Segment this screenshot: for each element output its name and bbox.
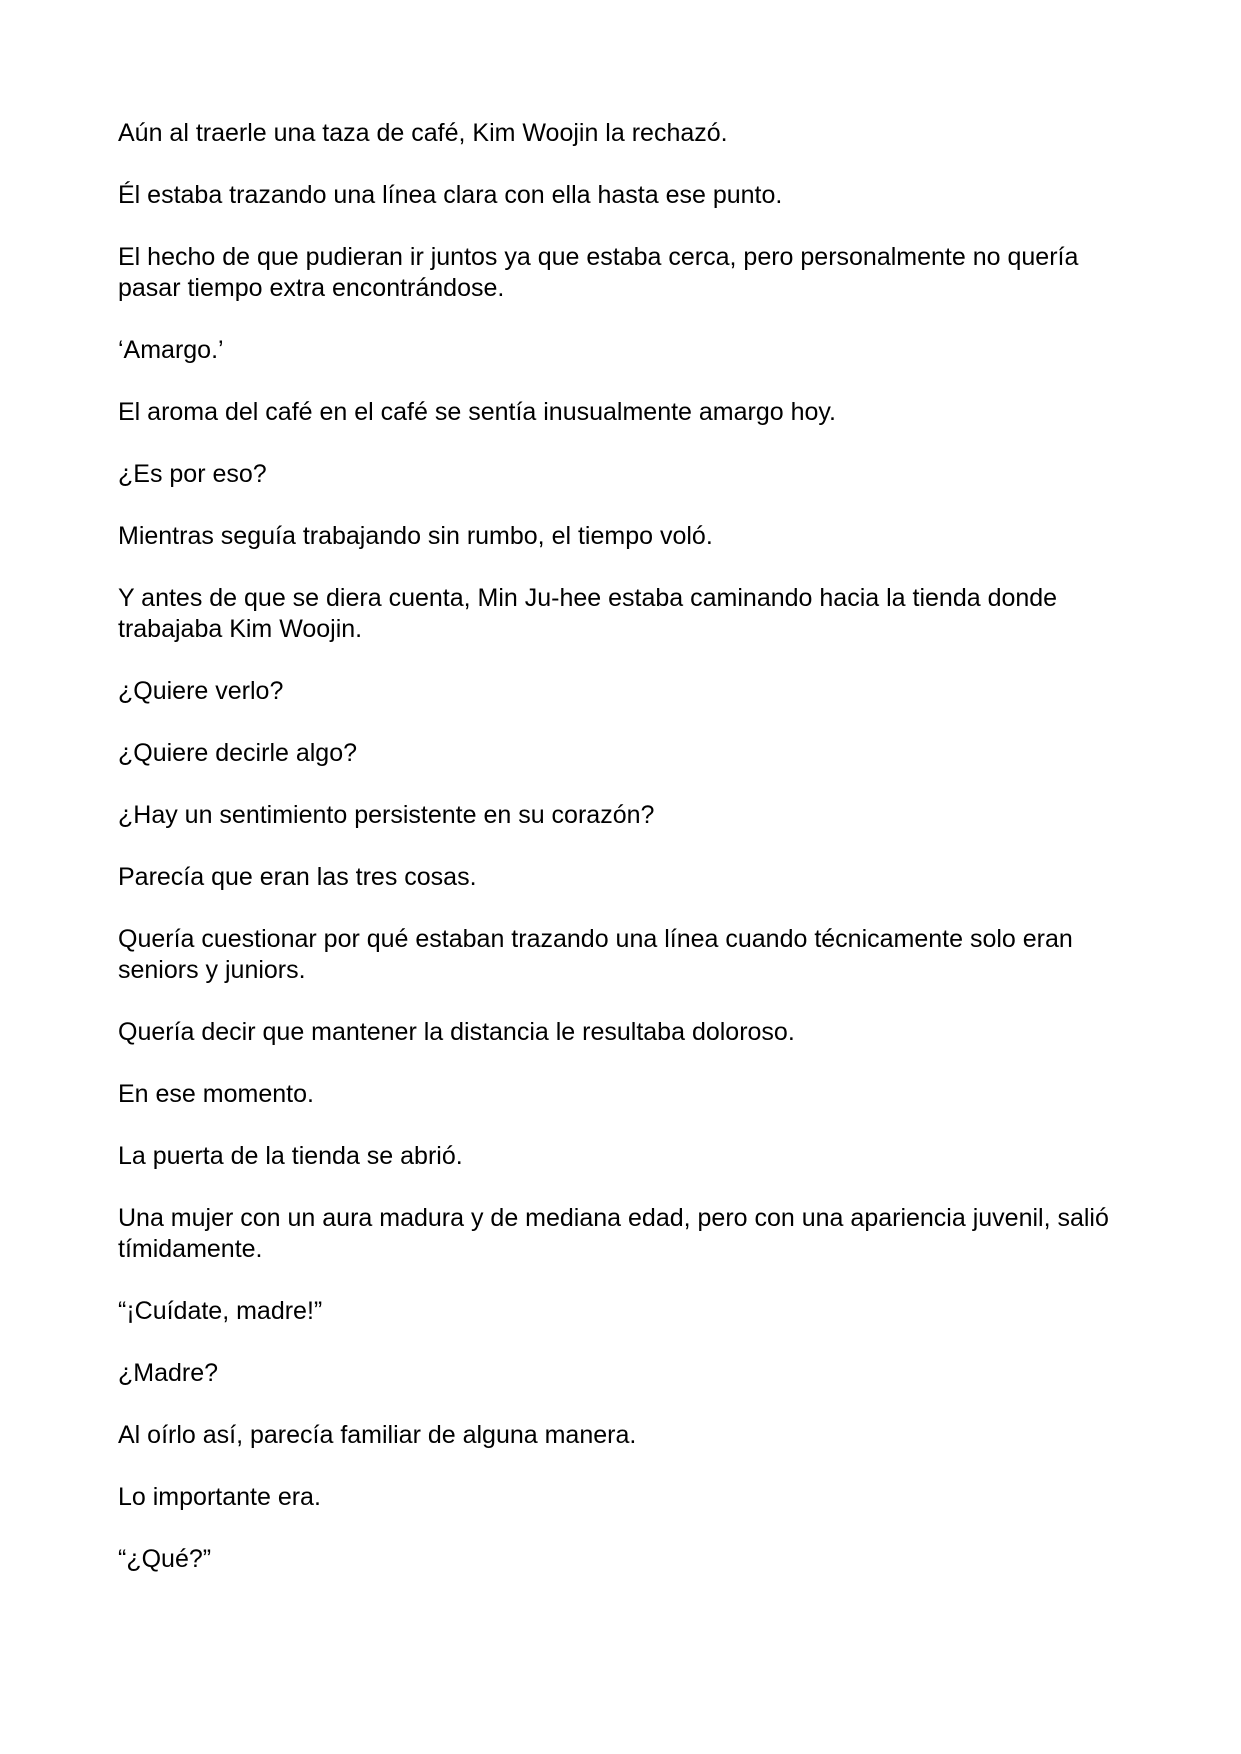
paragraph: El aroma del café en el café se sentía inusualmente amargo hoy.	[118, 398, 837, 426]
paragraph: ‘Amargo.’	[118, 336, 224, 364]
paragraph: “¿Qué?”	[118, 1545, 212, 1573]
paragraph: Aún al traerle una taza de café, Kim Woojin la rechazó.	[118, 119, 728, 147]
paragraph: Quería cuestionar por qué estaban trazando una línea cuando técnicamente solo eran seniors y juniors.	[118, 925, 1073, 984]
paragraph: “¡Cuídate, madre!”	[118, 1297, 323, 1325]
paragraph: Mientras seguía trabajando sin rumbo, el tiempo voló.	[118, 522, 713, 550]
document-body	[118, 118, 1128, 1606]
paragraph: El hecho de que pudieran ir juntos ya que estaba cerca, pero personalmente no quería pasar tiempo extra encontrándose.	[118, 243, 1079, 302]
paragraph: La puerta de la tienda se abrió.	[118, 1142, 463, 1170]
paragraph: Y antes de que se diera cuenta, Min Ju-hee estaba caminando hacia la tienda donde trabajaba Kim Woojin.	[118, 584, 1058, 643]
paragraph: En ese momento.	[118, 1080, 314, 1108]
paragraph: Quería decir que mantener la distancia le resultaba doloroso.	[118, 1018, 795, 1046]
paragraph: ¿Hay un sentimiento persistente en su corazón?	[118, 801, 655, 829]
paragraph: Al oírlo así, parecía familiar de alguna manera.	[118, 1421, 637, 1449]
paragraph: ¿Es por eso?	[118, 460, 267, 488]
paragraph: Parecía que eran las tres cosas.	[118, 863, 477, 891]
paragraph: Una mujer con un aura madura y de mediana edad, pero con una apariencia juvenil, salió tímidamente.	[118, 1204, 1109, 1263]
paragraph: ¿Quiere verlo?	[118, 677, 284, 705]
paragraph: Él estaba trazando una línea clara con ella hasta ese punto.	[118, 181, 783, 209]
paragraph: Lo importante era.	[118, 1483, 321, 1511]
paragraph: ¿Madre?	[118, 1359, 219, 1387]
paragraph: ¿Quiere decirle algo?	[118, 739, 358, 767]
